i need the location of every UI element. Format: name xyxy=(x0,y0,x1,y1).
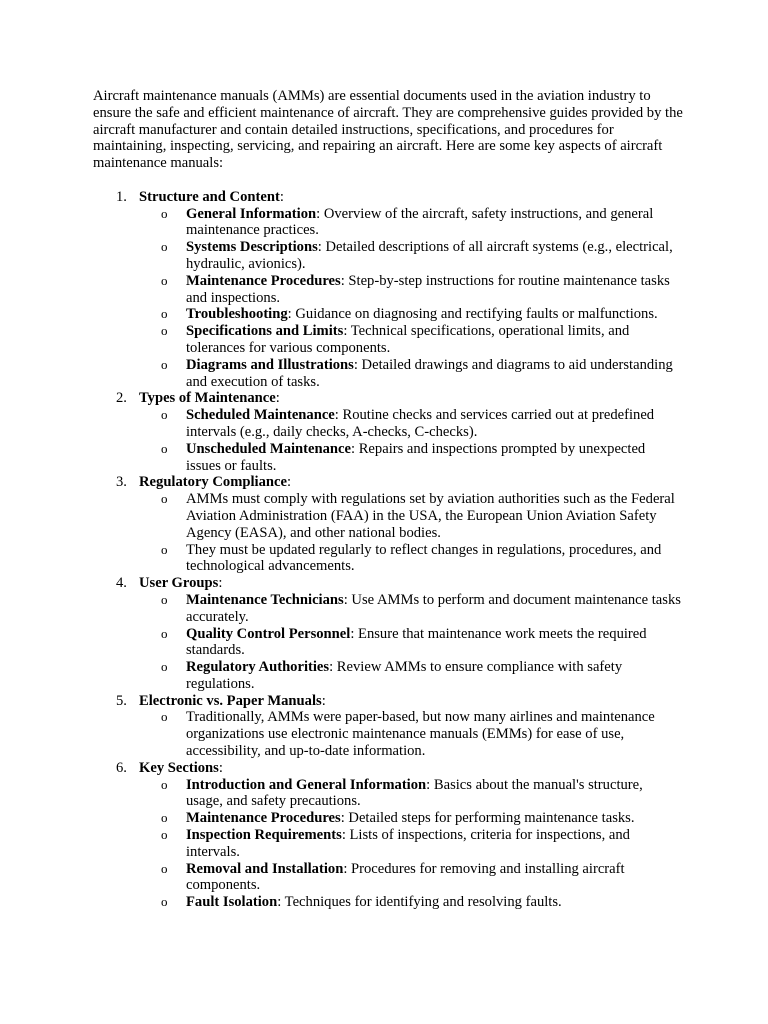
circle-bullet-icon: o xyxy=(161,440,168,456)
section-title: Electronic vs. Paper Manuals xyxy=(139,692,322,709)
item-text: : Detailed descriptions of all aircraft systems (e.g., electrical, hydraulic, avionics). xyxy=(186,239,673,272)
sub-list-item xyxy=(139,323,683,357)
sub-list xyxy=(139,709,683,759)
item-text: : Repairs and inspections prompted by unexpected issues or faults. xyxy=(186,440,646,474)
item-term: Troubleshooting xyxy=(186,306,288,323)
section-number: 1. xyxy=(116,188,127,205)
circle-bullet-icon: o xyxy=(161,407,168,423)
sub-list-item xyxy=(139,306,683,323)
section-heading xyxy=(139,189,683,206)
section-title-suffix: : xyxy=(286,474,292,491)
item-text: : Step-by-step instructions for routine maintenance tasks and inspections. xyxy=(186,272,670,306)
section-title-suffix: : xyxy=(218,759,223,776)
item-text: They must be updated regularly to reflect changes in regulations, procedures, and technological advancements. xyxy=(186,541,662,575)
sub-list-item xyxy=(139,894,683,911)
item-term: Maintenance Technicians xyxy=(186,591,344,608)
item-term: Maintenance Procedures xyxy=(186,810,341,827)
item-text: : Guidance on diagnosing and rectifying faults or malfunctions. xyxy=(287,306,658,323)
item-term: Regulatory Authorities xyxy=(186,659,330,676)
section-title-suffix: : xyxy=(279,188,284,205)
section-number: 2. xyxy=(116,390,127,407)
item-text: : Lists of inspections, criteria for inspections, and intervals. xyxy=(186,827,630,860)
section-number: 3. xyxy=(116,474,127,491)
item-term: Inspection Requirements xyxy=(186,827,342,844)
circle-bullet-icon: o xyxy=(161,776,168,792)
section-title-suffix: : xyxy=(275,390,280,407)
circle-bullet-icon: o xyxy=(161,709,168,725)
sub-list xyxy=(139,777,683,911)
item-term: Quality Control Personnel xyxy=(186,625,351,642)
item-text: : Routine checks and services carried out at predefined intervals (e.g., daily checks, A-checks, C-checks). xyxy=(186,407,655,440)
item-text: : Procedures for removing and installing aircraft components. xyxy=(186,860,625,894)
item-text: : Use AMMs to perform and document maintenance tasks accurately. xyxy=(186,591,681,625)
section-item xyxy=(93,474,683,575)
item-term: General Information xyxy=(186,205,317,222)
item-term: Diagrams and Illustrations xyxy=(186,356,354,373)
item-text: : Ensure that maintenance work meets the required standards. xyxy=(186,625,647,659)
section-heading xyxy=(139,575,683,592)
sub-list-item xyxy=(139,626,683,660)
sub-list xyxy=(139,592,683,693)
sub-list-item xyxy=(139,592,683,626)
item-text: : Overview of the aircraft, safety instructions, and general maintenance practices. xyxy=(186,205,654,239)
sections-list xyxy=(93,189,683,911)
section-heading xyxy=(139,693,683,710)
sub-list-item xyxy=(139,491,683,541)
circle-bullet-icon: o xyxy=(161,239,168,255)
sub-list-item xyxy=(139,777,683,811)
item-text: : Techniques for identifying and resolving faults. xyxy=(277,894,562,911)
section-item xyxy=(93,693,683,760)
circle-bullet-icon: o xyxy=(161,625,168,641)
sub-list-item xyxy=(139,810,683,827)
item-term: Specifications and Limits xyxy=(186,323,344,340)
sub-list-item xyxy=(139,827,683,861)
circle-bullet-icon: o xyxy=(161,591,168,607)
item-term: Removal and Installation xyxy=(186,860,344,877)
sub-list-item xyxy=(139,709,683,759)
item-term: Introduction and General Information xyxy=(186,776,427,793)
circle-bullet-icon: o xyxy=(161,894,168,910)
item-text: Traditionally, AMMs were paper-based, but now many airlines and maintenance organizations use electronic maintenance manuals (EMMs) for ease of use, accessibility, and up-to-date information. xyxy=(186,709,655,760)
item-term: Unscheduled Maintenance xyxy=(186,440,351,457)
circle-bullet-icon: o xyxy=(161,810,168,826)
sub-list-item xyxy=(139,542,683,576)
circle-bullet-icon: o xyxy=(161,659,168,675)
sub-list xyxy=(139,407,683,474)
circle-bullet-icon: o xyxy=(161,306,168,322)
sub-list-item xyxy=(139,659,683,693)
section-title: User Groups xyxy=(139,575,219,592)
item-text: : Review AMMs to ensure compliance with safety regulations. xyxy=(186,659,623,692)
item-text: : Detailed steps for performing maintenance tasks. xyxy=(340,810,635,827)
sub-list-item xyxy=(139,239,683,273)
sub-list-item xyxy=(139,206,683,240)
section-item xyxy=(93,760,683,911)
item-term: Maintenance Procedures xyxy=(186,272,341,289)
section-item xyxy=(93,575,683,693)
section-title: Types of Maintenance xyxy=(139,390,276,407)
section-number: 4. xyxy=(116,575,127,592)
circle-bullet-icon: o xyxy=(161,356,168,372)
item-term: Fault Isolation xyxy=(186,894,278,911)
section-heading xyxy=(139,760,683,777)
circle-bullet-icon: o xyxy=(161,491,168,507)
document-page xyxy=(93,88,683,911)
circle-bullet-icon: o xyxy=(161,541,168,557)
section-number: 6. xyxy=(116,759,127,776)
circle-bullet-icon: o xyxy=(161,272,168,288)
section-title-suffix: : xyxy=(218,575,223,592)
item-text: : Basics about the manual's structure, usage, and safety precautions. xyxy=(186,776,643,810)
circle-bullet-icon: o xyxy=(161,205,168,221)
section-item xyxy=(93,189,683,391)
section-number: 5. xyxy=(116,692,127,709)
sub-list-item xyxy=(139,407,683,441)
item-text: AMMs must comply with regulations set by aviation authorities such as the Federal Aviation Administration (FAA) in the USA, the European Union Aviation Safety Agency (EASA), and other national bodies. xyxy=(186,491,675,541)
sub-list xyxy=(139,206,683,391)
item-term: Scheduled Maintenance xyxy=(186,407,335,424)
intro-paragraph: Aircraft maintenance manuals (AMMs) are essential documents used in the aviation industry to ensure the safe and efficient maintenance of aircraft. They are comprehensive guides provided by the aircraft manufacturer and contain detailed instructions, specifications, and procedures for maintaining, inspecting, servicing, and repairing an aircraft. Here are some key aspects of aircraft maintenance manuals: xyxy=(93,88,683,172)
item-term: Systems Descriptions xyxy=(186,239,318,256)
sub-list-item xyxy=(139,357,683,391)
sub-list-item xyxy=(139,861,683,895)
sub-list-item xyxy=(139,273,683,307)
section-title: Regulatory Compliance xyxy=(139,474,287,491)
sub-list xyxy=(139,491,683,575)
section-item xyxy=(93,390,683,474)
section-heading xyxy=(139,390,683,407)
item-text: : Technical specifications, operational limits, and tolerances for various components. xyxy=(186,323,630,356)
section-heading xyxy=(139,474,683,491)
item-text: : Detailed drawings and diagrams to aid understanding and execution of tasks. xyxy=(186,356,673,390)
sub-list-item xyxy=(139,441,683,475)
section-title-suffix: : xyxy=(321,692,326,709)
circle-bullet-icon: o xyxy=(161,323,168,339)
circle-bullet-icon: o xyxy=(161,860,168,876)
circle-bullet-icon: o xyxy=(161,827,168,843)
section-title: Structure and Content xyxy=(139,188,280,205)
section-title: Key Sections xyxy=(139,759,219,776)
